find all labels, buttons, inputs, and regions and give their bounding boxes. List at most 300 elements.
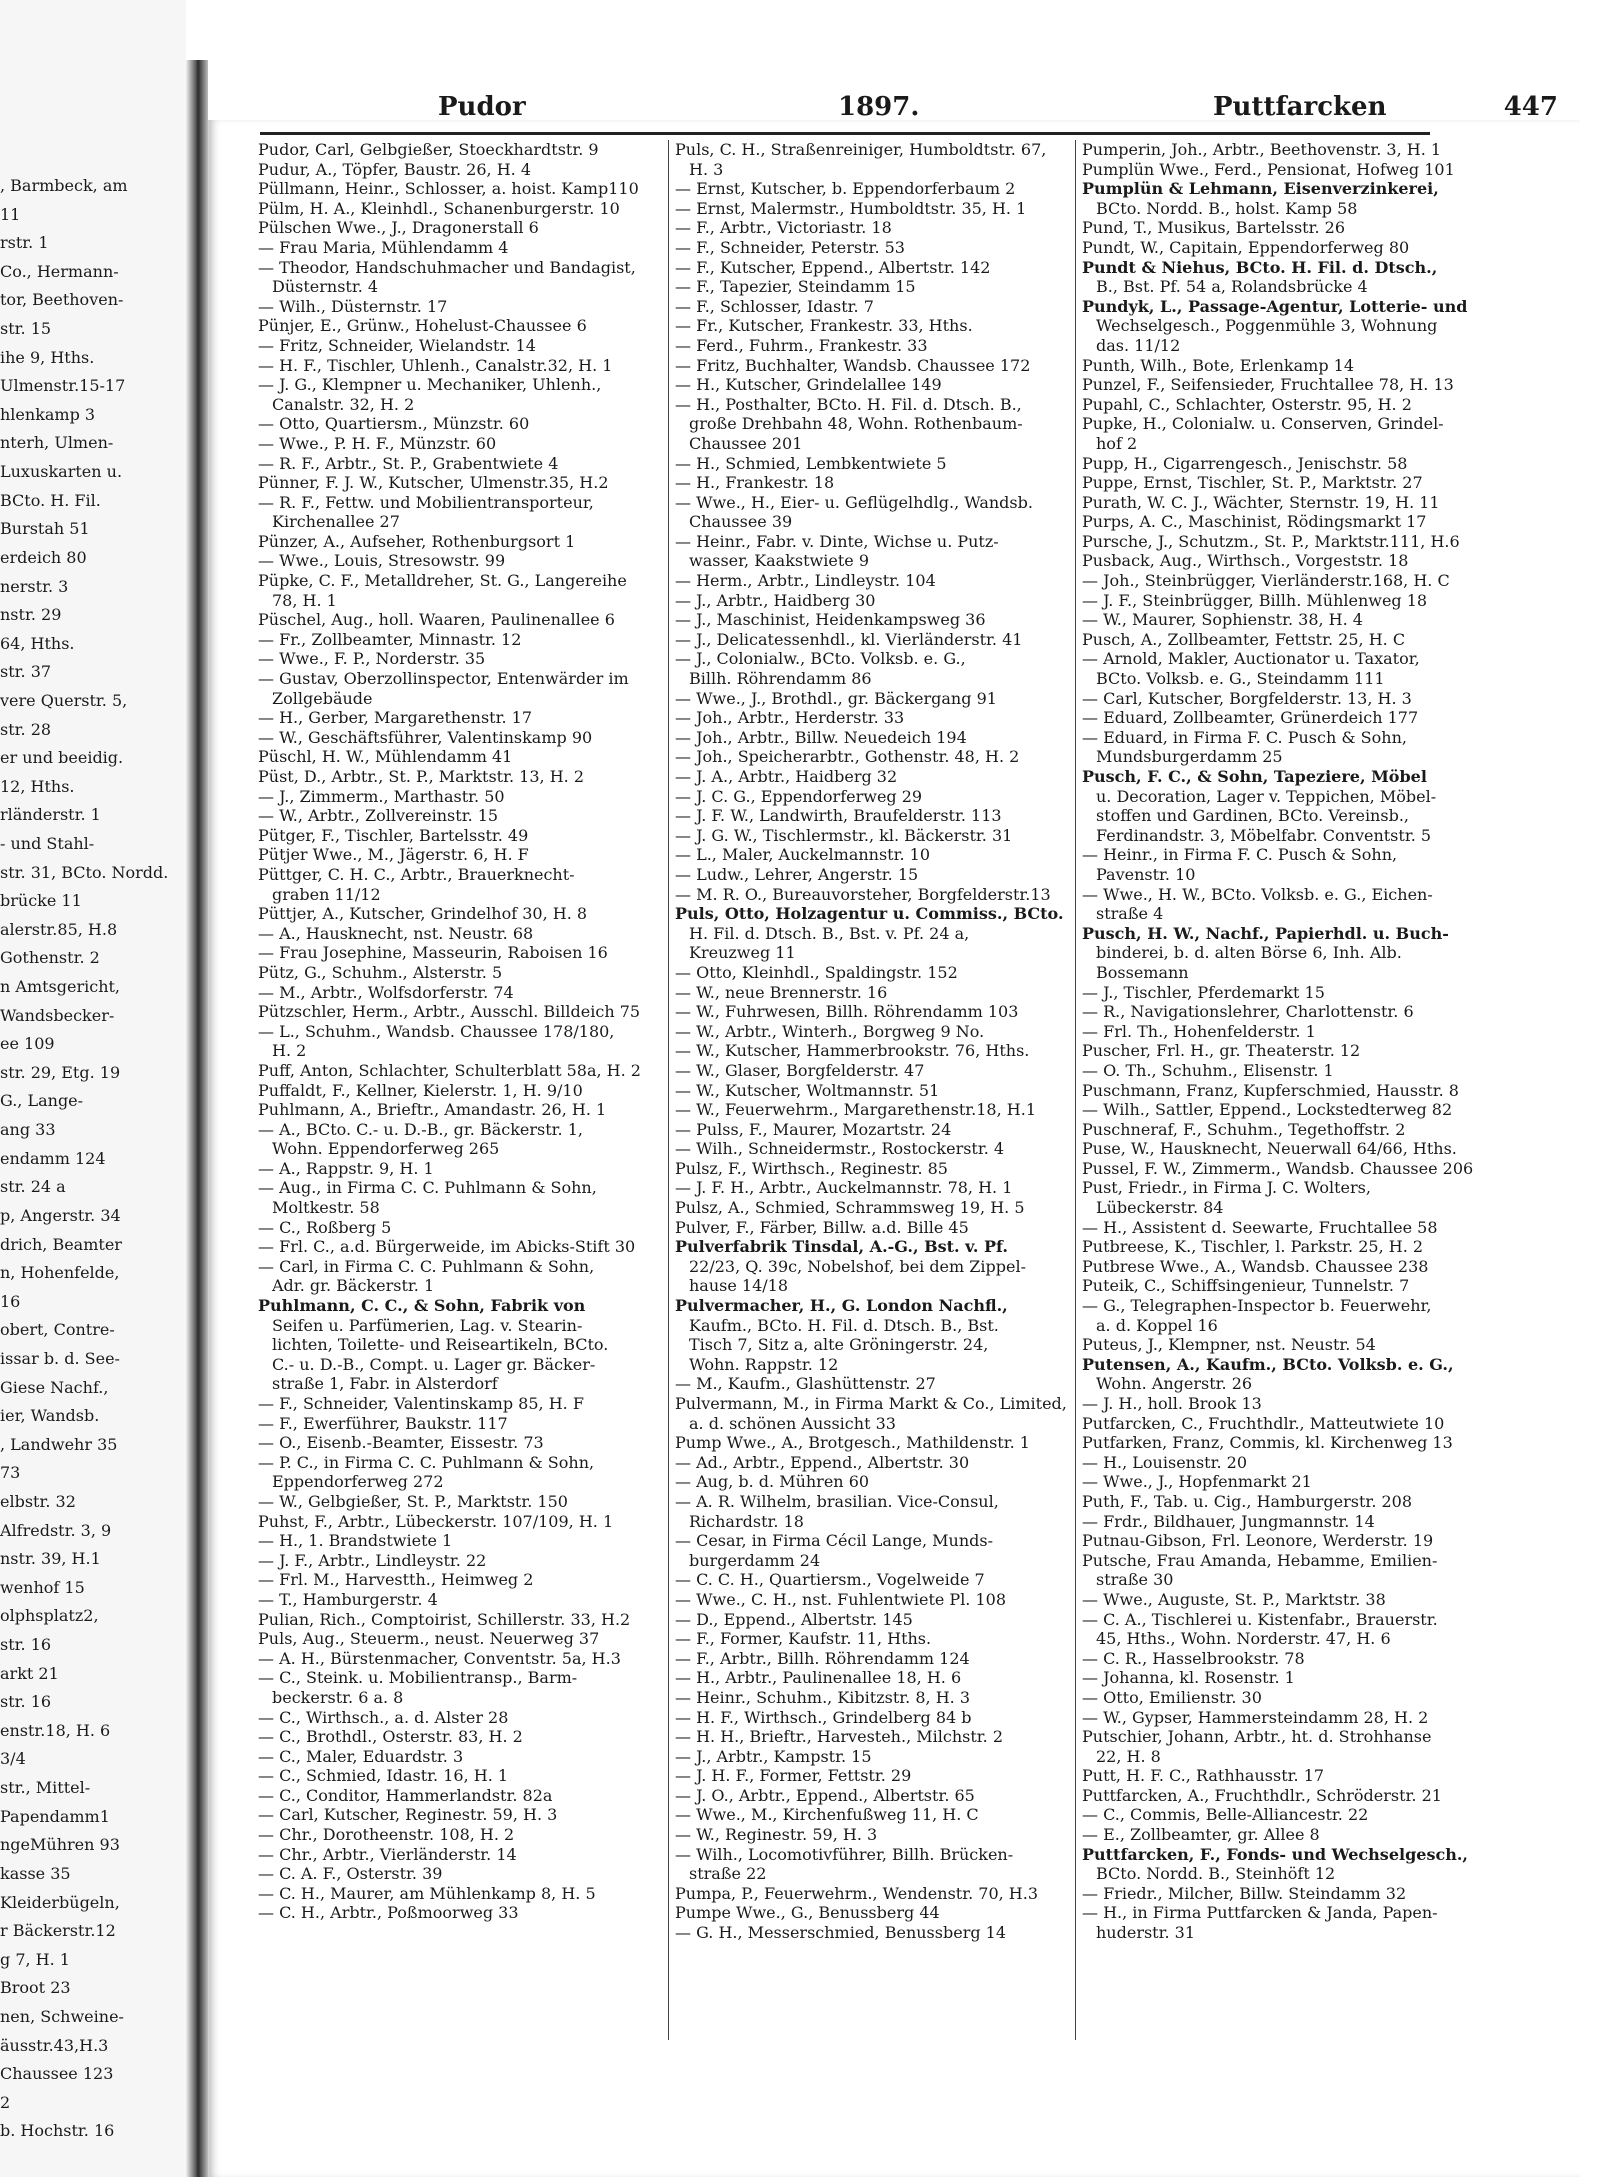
facing-page-text: Papendamm1 xyxy=(0,1806,110,1826)
directory-entry: — D., Eppend., Albertstr. 145 xyxy=(675,1609,913,1629)
directory-entry: — Carl, in Firma C. C. Puhlmann & Sohn, xyxy=(258,1256,595,1276)
facing-page-text: Wandsbecker- xyxy=(0,1005,115,1025)
facing-page-text: kasse 35 xyxy=(0,1863,71,1883)
directory-entry: — Heinr., in Firma F. C. Pusch & Sohn, xyxy=(1082,845,1398,865)
directory-entry: Düsternstr. 4 xyxy=(272,277,379,297)
facing-page-text: nerstr. 3 xyxy=(0,576,69,596)
directory-entry: — J. G. W., Tischlermstr., kl. Bäckerstr. 31 xyxy=(675,825,1013,845)
directory-entry: Pusch, H. W., Nachf., Papierhdl. u. Buch- xyxy=(1082,923,1449,943)
directory-entry: — M., Arbtr., Wolfsdorferstr. 74 xyxy=(258,982,514,1002)
directory-entry: Pulvermacher, H., G. London Nachfl., xyxy=(675,1296,1008,1316)
directory-entry: — G. H., Messerschmied, Benussberg 14 xyxy=(675,1923,1007,1943)
directory-entry: — Frdr., Bildhauer, Jungmannstr. 14 xyxy=(1082,1511,1375,1531)
directory-entry: Pülschen Wwe., J., Dragonerstall 6 xyxy=(258,218,539,238)
directory-entry: Pumplün Wwe., Ferd., Pensionat, Hofweg 101 xyxy=(1082,159,1455,179)
directory-entry: Putbrese Wwe., A., Wandsb. Chaussee 238 xyxy=(1082,1256,1429,1276)
directory-column-2 xyxy=(668,140,1073,2040)
directory-entry: Puhlmann, C. C., & Sohn, Fabrik von xyxy=(258,1296,586,1316)
facing-page-text: Giese Nachf., xyxy=(0,1377,109,1397)
facing-page-text: brücke 11 xyxy=(0,891,82,911)
directory-entry: Pulverfabrik Tinsdal, A.-G., Bst. v. Pf. xyxy=(675,1237,1008,1257)
directory-entry: Pulian, Rich., Comptoirist, Schillerstr. 33, H.2 xyxy=(258,1609,631,1629)
directory-entry: H. Fil. d. Dtsch. B., Bst. v. Pf. 24 a, xyxy=(689,923,970,943)
directory-entry: — J. H. F., Former, Fettstr. 29 xyxy=(675,1766,912,1786)
facing-page-text: str., Mittel- xyxy=(0,1778,91,1798)
directory-entry: 22/23, Q. 39c, Nobelshof, bei dem Zippel- xyxy=(689,1256,1026,1276)
directory-entry: Puteik, C., Schiffsingenieur, Tunnelstr. 7 xyxy=(1082,1276,1410,1296)
directory-entry: Purps, A. C., Maschinist, Rödingsmarkt 17 xyxy=(1082,512,1427,532)
facing-page-text: nstr. 39, H.1 xyxy=(0,1549,101,1569)
directory-entry: — Ferd., Fuhrm., Frankestr. 33 xyxy=(675,335,928,355)
directory-entry: — Wilh., Sattler, Eppend., Lockstedterweg 82 xyxy=(1082,1100,1453,1120)
directory-entry: — E., Zollbeamter, gr. Allee 8 xyxy=(1082,1825,1320,1845)
facing-page-text: wenhof 15 xyxy=(0,1577,85,1597)
directory-entry: 45, Hths., Wohn. Norderstr. 47, H. 6 xyxy=(1096,1629,1391,1649)
directory-entry: — H., in Firma Puttfarcken & Janda, Papen- xyxy=(1082,1903,1438,1923)
directory-entry: — Joh., Arbtr., Billw. Neuedeich 194 xyxy=(675,727,967,747)
directory-entry: — Otto, Emilienstr. 30 xyxy=(1082,1687,1262,1707)
directory-entry: — J. A., Arbtr., Haidberg 32 xyxy=(675,767,898,786)
directory-entry: Wohn. Rappstr. 12 xyxy=(689,1354,839,1374)
directory-entry: — Frl. C., a.d. Bürgerweide, im Abicks-Stift 30 xyxy=(258,1237,636,1257)
facing-page-text: arkt 21 xyxy=(0,1663,59,1683)
directory-entry: Pumplün & Lehmann, Eisenverzinkerei, xyxy=(1082,179,1439,199)
directory-entry: Pund, T., Musikus, Bartelsstr. 26 xyxy=(1082,218,1345,238)
facing-page-text: drich, Beamter xyxy=(0,1234,122,1254)
header-right-guide-word: Puttfarcken xyxy=(1213,92,1387,122)
directory-entry: Kirchenallee 27 xyxy=(272,512,400,532)
facing-page-text: 73 xyxy=(0,1463,21,1483)
directory-entry: — A. R. Wilhelm, brasilian. Vice-Consul, xyxy=(675,1491,999,1511)
directory-entry: Wechselgesch., Poggenmühle 3, Wohnung xyxy=(1096,316,1438,336)
directory-entry: — Frau Maria, Mühlendamm 4 xyxy=(258,237,509,257)
facing-page-fragment xyxy=(0,0,186,2177)
facing-page-text: str. 29, Etg. 19 xyxy=(0,1062,121,1082)
directory-entry: straße 4 xyxy=(1096,904,1164,924)
directory-entry: — Eduard, in Firma F. C. Pusch & Sohn, xyxy=(1082,727,1407,747)
directory-entry: — Wwe., F. P., Norderstr. 35 xyxy=(258,649,486,669)
directory-entry: — L., Schuhm., Wandsb. Chaussee 178/180, xyxy=(258,1021,615,1041)
directory-entry: Puth, F., Tab. u. Cig., Hamburgerstr. 208 xyxy=(1082,1491,1413,1511)
directory-entry: — H. H., Brieftr., Harvesteh., Milchstr. 2 xyxy=(675,1727,1003,1747)
directory-entry: Püllmann, Heinr., Schlosser, a. hoist. Kamp110 xyxy=(258,179,639,199)
directory-entry: Putsche, Frau Amanda, Hebamme, Emilien- xyxy=(1082,1550,1438,1570)
directory-entry: beckerstr. 6 a. 8 xyxy=(272,1687,404,1707)
directory-entry: — M., Kaufm., Glashüttenstr. 27 xyxy=(675,1374,936,1394)
directory-entry: — J. F. H., Arbtr., Auckelmannstr. 78, H. 1 xyxy=(675,1178,1013,1198)
header-rule xyxy=(260,132,1430,135)
directory-entry: — J. F., Arbtr., Lindleystr. 22 xyxy=(258,1550,487,1570)
facing-page-text: str. 37 xyxy=(0,662,52,682)
directory-entry: Kaufm., BCto. H. Fil. d. Dtsch. B., Bst. xyxy=(689,1315,999,1335)
directory-entry: 78, H. 1 xyxy=(272,590,337,610)
facing-page-text: p, Angerstr. 34 xyxy=(0,1205,121,1225)
directory-entry: — R. F., Arbtr., St. P., Grabentwiete 4 xyxy=(258,453,559,473)
directory-entry: Billh. Röhrendamm 86 xyxy=(689,669,872,689)
facing-page-text: issar b. d. See- xyxy=(0,1348,120,1368)
directory-entry: Puppe, Ernst, Tischler, St. P., Marktstr. 27 xyxy=(1082,473,1423,493)
directory-entry: Pulvermann, M., in Firma Markt & Co., Limited, xyxy=(675,1394,1067,1413)
directory-entry: Putbreese, K., Tischler, l. Parkstr. 25, H. 2 xyxy=(1082,1237,1424,1257)
directory-entry: — A., BCto. C.- u. D.-B., gr. Bäckerstr. 1, xyxy=(258,1119,583,1139)
facing-page-text: Kleiderbügeln, xyxy=(0,1892,120,1912)
directory-entry: — W., Arbtr., Winterh., Borgweg 9 No. xyxy=(675,1021,985,1041)
directory-entry: — C. R., Hasselbrookstr. 78 xyxy=(1082,1648,1305,1668)
directory-entry: Eppendorferweg 272 xyxy=(272,1472,444,1492)
facing-page-text: vere Querstr. 5, xyxy=(0,690,128,710)
directory-entry: straße 1, Fabr. in Alsterdorf xyxy=(272,1374,498,1394)
directory-entry: C.- u. D.-B., Compt. u. Lager gr. Bäcker- xyxy=(272,1354,596,1374)
directory-entry: Putfarken, Franz, Commis, kl. Kirchenweg 13 xyxy=(1082,1433,1453,1453)
directory-entry: — Frl. Th., Hohenfelderstr. 1 xyxy=(1082,1021,1316,1041)
facing-page-text: ee 109 xyxy=(0,1034,55,1054)
directory-entry: H. 2 xyxy=(272,1041,307,1061)
facing-page-text: - und Stahl- xyxy=(0,834,95,853)
facing-page-text: r Bäckerstr.12 xyxy=(0,1921,116,1941)
directory-entry: Puttfarcken, F., Fonds- und Wechselgesch., xyxy=(1082,1844,1468,1864)
directory-entry: — Wwe., J., Hopfenmarkt 21 xyxy=(1082,1472,1312,1492)
directory-entry: BCto. Nordd. B., Steinhöft 12 xyxy=(1096,1864,1336,1884)
header-year: 1897. xyxy=(838,92,920,122)
facing-page-text: hlenkamp 3 xyxy=(0,404,96,424)
directory-entry: Pulsz, A., Schmied, Schrammsweg 19, H. 5 xyxy=(675,1198,1025,1218)
directory-entry: B., Bst. Pf. 54 a, Rolandsbrücke 4 xyxy=(1096,277,1368,297)
directory-entry: — Wwe., H., Eier- u. Geflügelhdlg., Wandsb. xyxy=(675,492,1033,512)
directory-entry: — C., Roßberg 5 xyxy=(258,1217,392,1237)
directory-entry: burgerdamm 24 xyxy=(689,1550,821,1570)
directory-entry: Zollgebäude xyxy=(272,688,373,708)
directory-entry: Puhlmann, A., Brieftr., Amandastr. 26, H. 1 xyxy=(258,1100,607,1120)
facing-page-text: tor, Beethoven- xyxy=(0,290,124,310)
facing-page-text: b. Hochstr. 16 xyxy=(0,2121,115,2141)
directory-entry: — Aug, b. d. Mühren 60 xyxy=(675,1472,870,1492)
directory-entry: — Ernst, Malermstr., Humboldtstr. 35, H. 1 xyxy=(675,198,1027,218)
facing-page-text: enstr.18, H. 6 xyxy=(0,1720,111,1740)
directory-entry: Pütjer Wwe., M., Jägerstr. 6, H. F xyxy=(258,845,529,865)
directory-entry: — W., Maurer, Sophienstr. 38, H. 4 xyxy=(1082,610,1363,630)
directory-entry: — Wilh., Schneidermstr., Rostockerstr. 4 xyxy=(675,1139,1005,1159)
facing-page-text: nen, Schweine- xyxy=(0,2006,124,2026)
facing-page-text: 3/4 xyxy=(0,1749,26,1769)
directory-entry: — F., Arbtr., Victoriastr. 18 xyxy=(675,218,892,238)
directory-entry: BCto. Nordd. B., holst. Kamp 58 xyxy=(1096,198,1358,218)
directory-entry: — Fritz, Buchhalter, Wandsb. Chaussee 172 xyxy=(675,355,1031,375)
directory-entry: Pünjer, E., Grünw., Hohelust-Chaussee 6 xyxy=(258,316,587,336)
directory-entry: Canalstr. 32, H. 2 xyxy=(272,394,415,414)
directory-entry: Chaussee 39 xyxy=(689,512,793,532)
directory-entry: — Chr., Dorotheenstr. 108, H. 2 xyxy=(258,1825,515,1845)
directory-entry: Pünner, F. J. W., Kutscher, Ulmenstr.35, H.2 xyxy=(258,473,609,493)
directory-entry: Puls, Otto, Holzagentur u. Commiss., BCto. xyxy=(675,904,1064,924)
directory-entry: Pust, Friedr., in Firma J. C. Wolters, xyxy=(1082,1178,1371,1198)
directory-entry: straße 30 xyxy=(1096,1570,1174,1590)
directory-entry: — W., Gypser, Hammersteindamm 28, H. 2 xyxy=(1082,1707,1429,1727)
directory-entry: — W., Fuhrwesen, Billh. Röhrendamm 103 xyxy=(675,1002,1019,1022)
facing-page-text: Chaussee 123 xyxy=(0,2064,114,2084)
directory-entry: — J. O., Arbtr., Eppend., Albertstr. 65 xyxy=(675,1785,975,1805)
directory-entry: — A. H., Bürstenmacher, Conventstr. 5a, H.3 xyxy=(258,1648,621,1668)
directory-entry: — Heinr., Fabr. v. Dinte, Wichse u. Putz- xyxy=(675,531,999,551)
directory-entry: — L., Maler, Auckelmannstr. 10 xyxy=(675,845,931,865)
directory-entry: — H., 1. Brandstwiete 1 xyxy=(258,1531,453,1551)
directory-entry: — Otto, Quartiersm., Münzstr. 60 xyxy=(258,414,530,434)
directory-entry: — Chr., Arbtr., Vierländerstr. 14 xyxy=(258,1844,517,1864)
facing-page-text: 12, Hths. xyxy=(0,776,75,796)
directory-entry: — H., Frankestr. 18 xyxy=(675,473,835,493)
directory-entry: a. d. schönen Aussicht 33 xyxy=(689,1413,896,1433)
directory-entry: Puff, Anton, Schlachter, Schulterblatt 58a, H. 2 xyxy=(258,1060,641,1080)
facing-page-text: olphsplatz2, xyxy=(0,1606,99,1626)
directory-entry: — H., Schmied, Lembkentwiete 5 xyxy=(675,453,947,473)
directory-entry: Putensen, A., Kaufm., BCto. Volksb. e. G., xyxy=(1082,1354,1454,1374)
directory-entry: — Frau Josephine, Masseurin, Raboisen 16 xyxy=(258,943,608,963)
facing-page-text: äusstr.43,H.3 xyxy=(0,2035,109,2055)
facing-page-text: obert, Contre- xyxy=(0,1320,115,1340)
directory-entry: — C., Wirthsch., a. d. Alster 28 xyxy=(258,1707,509,1727)
directory-entry: Pupke, H., Colonialw. u. Conserven, Grindel- xyxy=(1082,414,1444,434)
directory-entry: — Aug., in Firma C. C. Puhlmann & Sohn, xyxy=(258,1178,597,1198)
directory-entry: Pulver, F., Färber, Billw. a.d. Bille 45 xyxy=(675,1217,969,1237)
directory-entry: — W., Kutscher, Woltmannstr. 51 xyxy=(675,1080,940,1100)
facing-page-text: Gothenstr. 2 xyxy=(0,948,100,968)
directory-entry: Püttger, C. H. C., Arbtr., Brauerknecht- xyxy=(258,864,575,884)
directory-entry: Pulsz, F., Wirthsch., Reginestr. 85 xyxy=(675,1158,948,1178)
facing-page-text: Co., Hermann- xyxy=(0,261,119,281)
directory-entry: Purath, W. C. J., Wächter, Sternstr. 19, H. 11 xyxy=(1082,492,1440,512)
directory-entry: — M. R. O., Bureauvorsteher, Borgfelderstr.13 xyxy=(675,884,1051,904)
directory-entry: — J., Tischler, Pferdemarkt 15 xyxy=(1082,982,1325,1002)
directory-entry: — W., Kutscher, Hammerbrookstr. 76, Hths. xyxy=(675,1041,1030,1061)
directory-entry: — C., Conditor, Hammerlandstr. 82a xyxy=(258,1785,553,1805)
directory-entry: Putnau-Gibson, Frl. Leonore, Werderstr. 19 xyxy=(1082,1531,1434,1551)
directory-entry: huderstr. 31 xyxy=(1096,1923,1196,1943)
directory-entry: — Theodor, Handschuhmacher und Bandagist, xyxy=(258,257,636,277)
directory-entry: — H., Assistent d. Seewarte, Fruchtallee 58 xyxy=(1082,1217,1438,1237)
directory-entry: — Herm., Arbtr., Lindleystr. 104 xyxy=(675,571,936,591)
directory-entry: Puteus, J., Klempner, nst. Neustr. 54 xyxy=(1082,1335,1376,1355)
directory-entry: — Pulss, F., Maurer, Mozartstr. 24 xyxy=(675,1119,952,1139)
directory-entry: Pützschler, Herm., Arbtr., Ausschl. Billdeich 75 xyxy=(258,1002,641,1022)
directory-entry: Lübeckerstr. 84 xyxy=(1096,1198,1224,1218)
directory-entry: — O., Eisenb.-Beamter, Eissestr. 73 xyxy=(258,1433,544,1453)
directory-entry: — Wilh., Düsternstr. 17 xyxy=(258,296,448,316)
directory-entry: Puls, C. H., Straßenreiniger, Humboldtstr. 67, xyxy=(675,140,1047,159)
directory-entry: — Friedr., Milcher, Billw. Steindamm 32 xyxy=(1082,1883,1407,1903)
directory-entry: Bossemann xyxy=(1096,962,1189,982)
directory-entry: Pundt & Niehus, BCto. H. Fil. d. Dtsch., xyxy=(1082,257,1438,277)
directory-entry: — Wilh., Locomotivführer, Billh. Brücken- xyxy=(675,1844,1014,1864)
directory-entry: Pussel, F. W., Zimmerm., Wandsb. Chaussee 206 xyxy=(1082,1158,1474,1178)
directory-entry: — C., Schmied, Idastr. 16, H. 1 xyxy=(258,1766,509,1786)
directory-entry: Tisch 7, Sitz a, alte Gröningerstr. 24, xyxy=(689,1335,989,1355)
facing-page-text: str. 16 xyxy=(0,1692,52,1712)
directory-entry: Pumpe Wwe., G., Benussberg 44 xyxy=(675,1903,940,1923)
directory-entry: — C. A. F., Osterstr. 39 xyxy=(258,1864,443,1884)
facing-page-text: str. 28 xyxy=(0,719,52,739)
directory-entry: — Ad., Arbtr., Eppend., Albertstr. 30 xyxy=(675,1452,970,1472)
directory-entry: straße 22 xyxy=(689,1864,767,1884)
facing-page-text: Broot 23 xyxy=(0,1978,71,1998)
directory-entry: stoffen und Gardinen, BCto. Vereinsb., xyxy=(1096,806,1409,826)
directory-entry: — T., Hamburgerstr. 4 xyxy=(258,1589,438,1609)
directory-entry: — H., Gerber, Margarethenstr. 17 xyxy=(258,708,533,728)
directory-entry: — Cesar, in Firma Cécil Lange, Munds- xyxy=(675,1531,993,1551)
directory-entry: — H., Kutscher, Grindelallee 149 xyxy=(675,375,942,395)
directory-entry: Pudur, A., Töpfer, Baustr. 26, H. 4 xyxy=(258,159,532,179)
directory-entry: Ferdinandstr. 3, Möbelfabr. Conventstr. 5 xyxy=(1096,825,1432,845)
directory-entry: 22, H. 8 xyxy=(1096,1746,1161,1766)
directory-entry: Wohn. Eppendorferweg 265 xyxy=(272,1139,500,1159)
directory-entry: Püschl, H. W., Mühlendamm 41 xyxy=(258,747,513,767)
directory-entry: Pudor, Carl, Gelbgießer, Stoeckhardtstr. 9 xyxy=(258,140,599,159)
directory-entry: — J., Arbtr., Haidberg 30 xyxy=(675,590,876,610)
directory-entry: Pumperin, Joh., Arbtr., Beethovenstr. 3, H. 1 xyxy=(1082,140,1442,159)
facing-page-text: nstr. 29 xyxy=(0,605,62,625)
page-header xyxy=(228,92,1570,136)
directory-entry: Püttjer, A., Kutscher, Grindelhof 30, H. 8 xyxy=(258,904,588,924)
directory-entry: — Ludw., Lehrer, Angerstr. 15 xyxy=(675,864,919,884)
directory-entry: — J., Colonialw., BCto. Volksb. e. G., xyxy=(675,649,966,669)
directory-entry: — Wwe., M., Kirchenfußweg 11, H. C xyxy=(675,1805,979,1825)
directory-entry: — F., Schneider, Valentinskamp 85, H. F xyxy=(258,1394,584,1413)
facing-page-text: nterh, Ulmen- xyxy=(0,433,114,453)
facing-page-text: alerstr.85, H.8 xyxy=(0,919,118,939)
directory-entry: — P. C., in Firma C. C. Puhlmann & Sohn, xyxy=(258,1452,595,1472)
facing-page-text: erdeich 80 xyxy=(0,547,87,567)
directory-entry: binderei, b. d. alten Börse 6, Inh. Alb. xyxy=(1096,943,1402,963)
directory-entry: Puttfarcken, A., Fruchthdlr., Schröderstr. 21 xyxy=(1082,1785,1442,1805)
directory-entry: — C. H., Maurer, am Mühlenkamp 8, H. 5 xyxy=(258,1883,596,1903)
directory-entry: — Wwe., C. H., nst. Fuhlentwiete Pl. 108 xyxy=(675,1589,1007,1609)
directory-entry: — C., Maler, Eduardstr. 3 xyxy=(258,1746,464,1766)
directory-entry: — J. C. G., Eppendorferweg 29 xyxy=(675,786,923,806)
directory-entry: Pünzer, A., Aufseher, Rothenburgsort 1 xyxy=(258,531,576,551)
directory-entry: — W., Glaser, Borgfelderstr. 47 xyxy=(675,1060,925,1080)
directory-entry: Mundsburgerdamm 25 xyxy=(1096,747,1283,767)
facing-page-text: ngeMühren 93 xyxy=(0,1835,120,1855)
directory-entry: hof 2 xyxy=(1096,433,1138,453)
directory-entry: — F., Kutscher, Eppend., Albertstr. 142 xyxy=(675,257,991,277)
facing-page-text: str. 16 xyxy=(0,1635,52,1655)
directory-entry: BCto. Volksb. e. G., Steindamm 111 xyxy=(1096,669,1385,689)
directory-entry: Punth, Wilh., Bote, Erlenkamp 14 xyxy=(1082,355,1355,375)
facing-page-text: er und beeidig. xyxy=(0,748,124,768)
directory-entry: — A., Rappstr. 9, H. 1 xyxy=(258,1158,434,1178)
facing-page-text: 16 xyxy=(0,1291,21,1311)
directory-entry: Pütger, F., Tischler, Bartelsstr. 49 xyxy=(258,825,529,845)
directory-entry: — C. H., Arbtr., Poßmoorweg 33 xyxy=(258,1903,519,1923)
directory-entry: — Joh., Steinbrügger, Vierländerstr.168, H. C xyxy=(1082,571,1450,591)
facing-page-text: ier, Wandsb. xyxy=(0,1406,100,1426)
directory-entry: — J., Maschinist, Heidenkampsweg 36 xyxy=(675,610,986,630)
directory-entry: — Otto, Kleinhdl., Spaldingstr. 152 xyxy=(675,962,958,982)
directory-entry: — W., Gelbgießer, St. P., Marktstr. 150 xyxy=(258,1491,568,1511)
facing-page-text: n, Hohenfelde, xyxy=(0,1263,120,1283)
directory-entry: — W., Feuerwehrm., Margarethenstr.18, H.1 xyxy=(675,1100,1036,1120)
facing-page-text: g 7, H. 1 xyxy=(0,1949,70,1969)
directory-entry: graben 11/12 xyxy=(272,884,381,904)
directory-entry: — R., Navigationslehrer, Charlottenstr. 6 xyxy=(1082,1002,1414,1022)
directory-entry: Pavenstr. 10 xyxy=(1096,864,1196,884)
directory-entry: — Carl, Kutscher, Reginestr. 59, H. 3 xyxy=(258,1805,558,1825)
directory-entry: Pumpa, P., Feuerwehrm., Wendenstr. 70, H.3 xyxy=(675,1883,1039,1903)
directory-entry: — Fr., Kutscher, Frankestr. 33, Hths. xyxy=(675,316,973,336)
directory-entry: — C., Brothdl., Osterstr. 83, H. 2 xyxy=(258,1727,523,1747)
directory-entry: — J. F., Steinbrügger, Billh. Mühlenweg 18 xyxy=(1082,590,1428,610)
directory-entry: Pundt, W., Capitain, Eppendorferweg 80 xyxy=(1082,237,1410,257)
directory-entry: Wohn. Angerstr. 26 xyxy=(1096,1374,1253,1394)
directory-entry: hause 14/18 xyxy=(689,1276,789,1296)
book-gutter xyxy=(186,60,208,2177)
directory-entry: — F., Schneider, Peterstr. 53 xyxy=(675,237,905,257)
directory-entry: — J. G., Klempner u. Mechaniker, Uhlenh., xyxy=(258,375,602,395)
facing-page-text: rstr. 1 xyxy=(0,233,49,253)
facing-page-text: n Amtsgericht, xyxy=(0,977,121,997)
facing-page-text: rländerstr. 1 xyxy=(0,805,101,825)
directory-entry: — Wwe., Auguste, St. P., Marktstr. 38 xyxy=(1082,1589,1386,1609)
directory-entry: — Fritz, Schneider, Wielandstr. 14 xyxy=(258,335,536,355)
facing-page-text: elbstr. 32 xyxy=(0,1492,76,1511)
directory-entry: große Drehbahn 48, Wohn. Rothenbaum- xyxy=(689,414,1023,434)
directory-entry: lichten, Toilette- und Reiseartikeln, BCto. xyxy=(272,1335,609,1355)
directory-entry: Pupahl, C., Schlachter, Osterstr. 95, H. 2 xyxy=(1082,394,1412,414)
directory-entry: Kreuzweg 11 xyxy=(689,943,796,963)
directory-entry: — H., Louisenstr. 20 xyxy=(1082,1452,1248,1472)
directory-entry: Putfarcken, C., Fruchthdlr., Matteutwiete 10 xyxy=(1082,1413,1445,1433)
facing-page-text: str. 15 xyxy=(0,319,52,339)
directory-entry: — Wwe., Louis, Stresowstr. 99 xyxy=(258,551,506,571)
directory-entry: Puschneraf, F., Schuhm., Tegethoffstr. 2 xyxy=(1082,1119,1406,1139)
directory-entry: Pusback, Aug., Wirthsch., Vorgeststr. 18 xyxy=(1082,551,1409,571)
directory-entry: — H. F., Tischler, Uhlenh., Canalstr.32, H. 1 xyxy=(258,355,613,375)
directory-entry: — Johanna, kl. Rosenstr. 1 xyxy=(1082,1668,1295,1688)
directory-entry: Pusch, A., Zollbeamter, Fettstr. 25, H. C xyxy=(1082,629,1406,649)
facing-page-text: BCto. H. Fil. xyxy=(0,490,101,510)
directory-entry: a. d. Koppel 16 xyxy=(1096,1315,1218,1335)
directory-entry: Puschmann, Franz, Kupferschmied, Hausstr. 8 xyxy=(1082,1080,1459,1100)
directory-entry: Puls, Aug., Steuerm., neust. Neuerweg 37 xyxy=(258,1629,600,1649)
directory-entry: — Fr., Zollbeamter, Minnastr. 12 xyxy=(258,629,522,649)
directory-entry: — F., Arbtr., Billh. Röhrendamm 124 xyxy=(675,1648,970,1668)
directory-entry: Puscher, Frl. H., gr. Theaterstr. 12 xyxy=(1082,1041,1361,1061)
directory-entry: — J., Arbtr., Kampstr. 15 xyxy=(675,1746,872,1766)
directory-entry: H. 3 xyxy=(689,159,724,179)
directory-entry: — F., Schlosser, Idastr. 7 xyxy=(675,296,874,316)
directory-entry: das. 11/12 xyxy=(1096,335,1181,355)
facing-page-text: , Barmbeck, am xyxy=(0,176,128,195)
directory-entry: Pursche, J., Schutzm., St. P., Marktstr.111, H.6 xyxy=(1082,531,1460,551)
directory-entry: Chaussee 201 xyxy=(689,433,803,453)
directory-entry: — F., Tapezier, Steindamm 15 xyxy=(675,277,916,297)
directory-entry: — Carl, Kutscher, Borgfelderstr. 13, H. 3 xyxy=(1082,688,1412,708)
directory-entry: — F., Ewerführer, Baukstr. 117 xyxy=(258,1413,508,1433)
directory-entry: Pundyk, L., Passage-Agentur, Lotterie- und xyxy=(1082,296,1468,316)
directory-entry: Seifen u. Parfümerien, Lag. v. Stearin- xyxy=(272,1315,583,1335)
directory-entry: — Frl. M., Harvestth., Heimweg 2 xyxy=(258,1570,534,1590)
directory-entry: Pülm, H. A., Kleinhdl., Schanenburgerstr. 10 xyxy=(258,198,620,218)
directory-entry: — Heinr., Schuhm., Kibitzstr. 8, H. 3 xyxy=(675,1687,970,1707)
header-left-guide-word: Pudor xyxy=(438,92,526,122)
directory-entry: — Wwe., P. H. F., Münzstr. 60 xyxy=(258,433,497,453)
directory-entry: — H., Posthalter, BCto. H. Fil. d. Dtsch. B., xyxy=(675,394,1022,414)
facing-page-text: 2 xyxy=(0,2092,11,2112)
facing-page-text: str. 31, BCto. Nordd. xyxy=(0,862,169,882)
directory-entry: — Joh., Speicherarbtr., Gothenstr. 48, H. 2 xyxy=(675,747,1020,767)
directory-entry: — F., Former, Kaufstr. 11, Hths. xyxy=(675,1629,932,1649)
directory-entry: — J. F. W., Landwirth, Braufelderstr. 113 xyxy=(675,806,1002,826)
directory-entry: Pump Wwe., A., Brotgesch., Mathildenstr. 1 xyxy=(675,1433,1030,1453)
facing-page-text: , Landwehr 35 xyxy=(0,1434,118,1454)
